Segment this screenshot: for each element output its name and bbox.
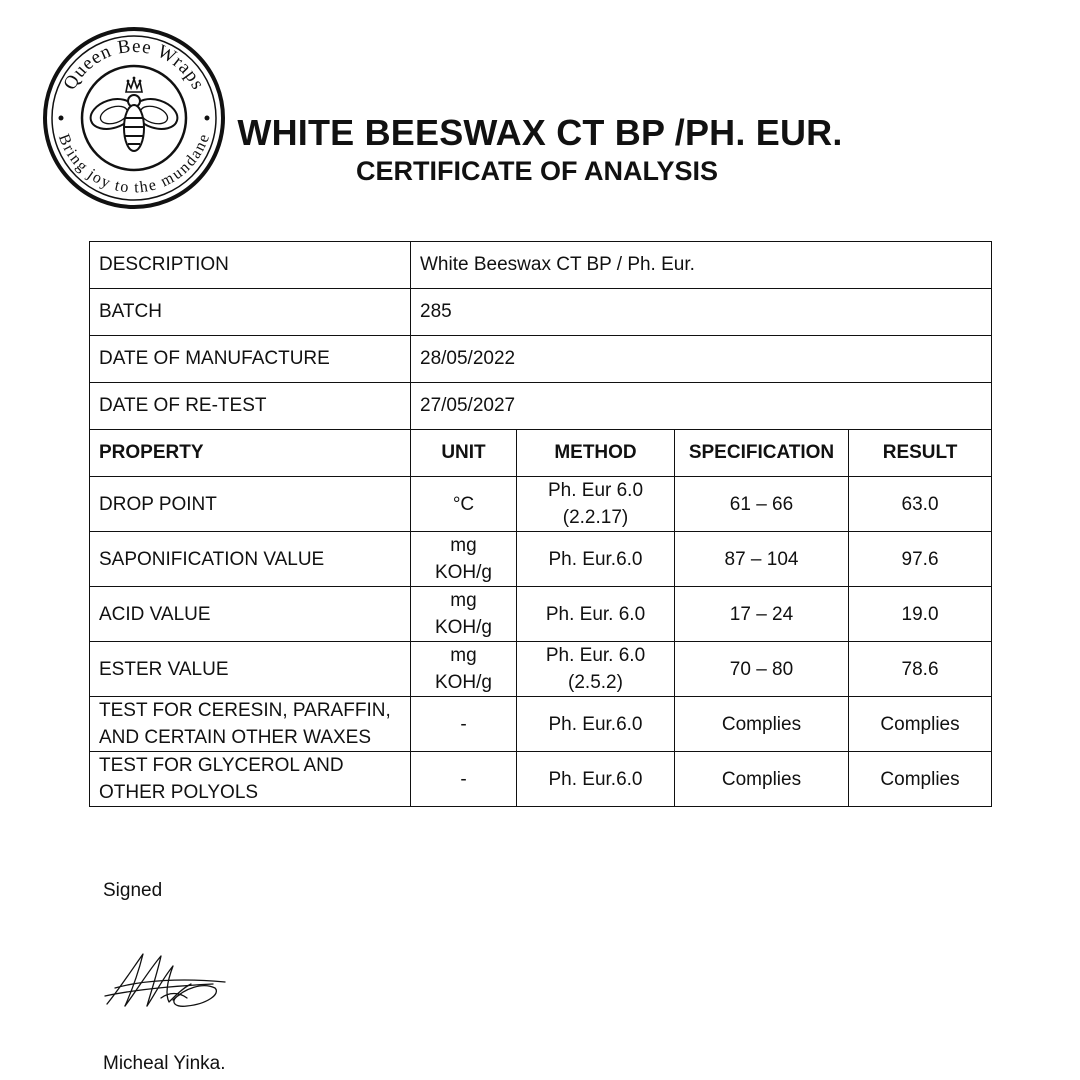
method-cell (517, 697, 675, 752)
unit-line: mg (450, 590, 477, 611)
document-subtitle: CERTIFICATE OF ANALYSIS (355, 156, 719, 186)
unit-line: - (460, 768, 467, 790)
unit-cell (411, 697, 517, 752)
result-cell: Complies (849, 752, 992, 807)
table-row (90, 477, 992, 532)
property-cell (90, 587, 411, 642)
property-line: TEST FOR GLYCEROL AND (99, 755, 344, 776)
info-label: DATE OF RE-TEST (90, 383, 411, 430)
table-row (90, 752, 992, 807)
property-line: TEST FOR CERESIN, PARAFFIN, (99, 700, 391, 721)
analysis-table (89, 241, 992, 807)
column-header-method: METHOD (517, 430, 675, 477)
specification-cell: Complies (675, 697, 849, 752)
property-cell (90, 697, 411, 752)
method-line: Ph. Eur.6.0 (548, 713, 643, 735)
document-title: WHITE BEESWAX CT BP /PH. EUR. (237, 112, 843, 153)
method-cell (517, 752, 675, 807)
table-row (90, 642, 992, 697)
column-header-unit: UNIT (411, 430, 517, 477)
unit-cell (411, 752, 517, 807)
result-cell: 97.6 (849, 532, 992, 587)
unit-line: KOH/g (434, 617, 493, 638)
info-row-batch (90, 289, 992, 336)
unit-cell (411, 587, 517, 642)
method-cell (517, 477, 675, 532)
result-cell: Complies (849, 697, 992, 752)
property-line: ACID VALUE (99, 603, 211, 625)
property-cell (90, 477, 411, 532)
column-header-property: PROPERTY (90, 430, 411, 477)
bee-with-crown-icon (42, 26, 226, 210)
column-header-result: RESULT (849, 430, 992, 477)
info-value: 285 (411, 289, 992, 336)
specification-cell: 87 – 104 (675, 532, 849, 587)
specification-cell: 70 – 80 (675, 642, 849, 697)
unit-line: KOH/g (434, 562, 493, 583)
method-line: (2.2.17) (562, 507, 629, 528)
unit-cell (411, 642, 517, 697)
property-cell (90, 532, 411, 587)
result-cell: 19.0 (849, 587, 992, 642)
method-line: Ph. Eur. 6.0 (545, 645, 646, 666)
unit-line: KOH/g (434, 672, 493, 693)
info-row-description (90, 242, 992, 289)
table-row (90, 697, 992, 752)
column-header-specification: SPECIFICATION (675, 430, 849, 477)
method-line: Ph. Eur 6.0 (547, 480, 644, 501)
info-value: 28/05/2022 (411, 336, 992, 383)
info-row-date-of-manufacture (90, 336, 992, 383)
property-line: DROP POINT (99, 493, 217, 515)
unit-line: mg (450, 645, 477, 666)
specification-cell: 17 – 24 (675, 587, 849, 642)
property-cell (90, 642, 411, 697)
table-row (90, 587, 992, 642)
method-line: (2.5.2) (568, 672, 623, 693)
method-line: Ph. Eur. 6.0 (545, 603, 646, 625)
property-line: ESTER VALUE (99, 658, 229, 680)
specification-cell: 61 – 66 (675, 477, 849, 532)
method-cell (517, 587, 675, 642)
unit-cell (411, 477, 517, 532)
info-value: White Beeswax CT BP / Ph. Eur. (411, 242, 992, 289)
property-line: OTHER POLYOLS (99, 782, 259, 803)
method-cell (517, 532, 675, 587)
unit-line: mg (450, 535, 477, 556)
table-row (90, 532, 992, 587)
method-line: Ph. Eur.6.0 (548, 768, 643, 790)
unit-line: °C (452, 493, 475, 515)
method-cell (517, 642, 675, 697)
info-row-date-of-retest (90, 383, 992, 430)
result-cell: 78.6 (849, 642, 992, 697)
handwritten-signature-icon (103, 948, 233, 1016)
info-label: DATE OF MANUFACTURE (90, 336, 411, 383)
info-label: BATCH (90, 289, 411, 336)
info-label: DESCRIPTION (90, 242, 411, 289)
table-header-row (90, 430, 992, 477)
property-line: AND CERTAIN OTHER WAXES (99, 727, 372, 748)
property-line: SAPONIFICATION VALUE (99, 548, 325, 570)
signer-name: Micheal Yinka. (103, 1053, 226, 1074)
specification-cell: Complies (675, 752, 849, 807)
result-cell: 63.0 (849, 477, 992, 532)
svg-text:Bring joy to the mundane: Bring joy to the mundane (54, 131, 214, 197)
brand-logo-seal (42, 26, 226, 210)
method-line: Ph. Eur.6.0 (548, 548, 643, 570)
signed-label: Signed (103, 880, 163, 901)
svg-text:Queen Bee Wraps: Queen Bee Wraps (59, 35, 209, 94)
unit-line: - (460, 713, 467, 735)
property-cell (90, 752, 411, 807)
unit-cell (411, 532, 517, 587)
info-value: 27/05/2027 (411, 383, 992, 430)
